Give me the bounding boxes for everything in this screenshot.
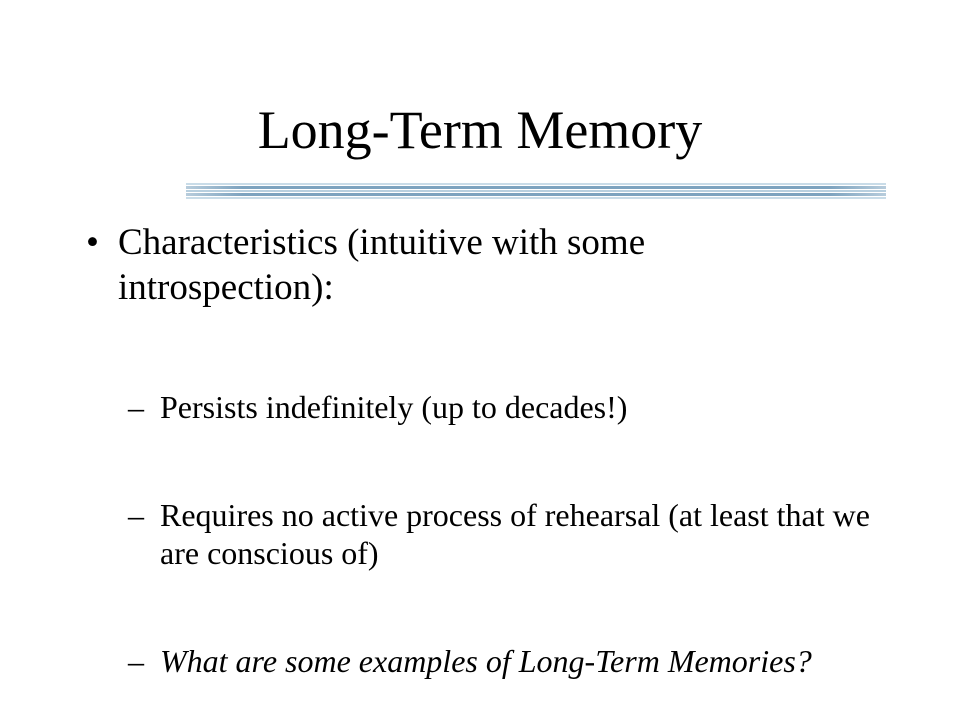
bullet-text: Characteristics (intuitive with some introspection):: [118, 222, 646, 308]
subitem-marker: –: [128, 643, 144, 679]
subitem-text: Persists indefinitely (up to decades!): [160, 389, 628, 425]
slide-title: Long-Term Memory: [257, 100, 703, 160]
subitem-text: What are some examples of Long-Term Memories?: [160, 643, 812, 679]
bullet-marker: •: [86, 222, 99, 263]
subitem-marker: –: [128, 497, 144, 533]
subitem-marker: –: [128, 389, 144, 425]
title-underline-rule: [186, 183, 886, 201]
subitem-text: Requires no active process of rehearsal (at least that we are conscious of): [160, 497, 870, 571]
